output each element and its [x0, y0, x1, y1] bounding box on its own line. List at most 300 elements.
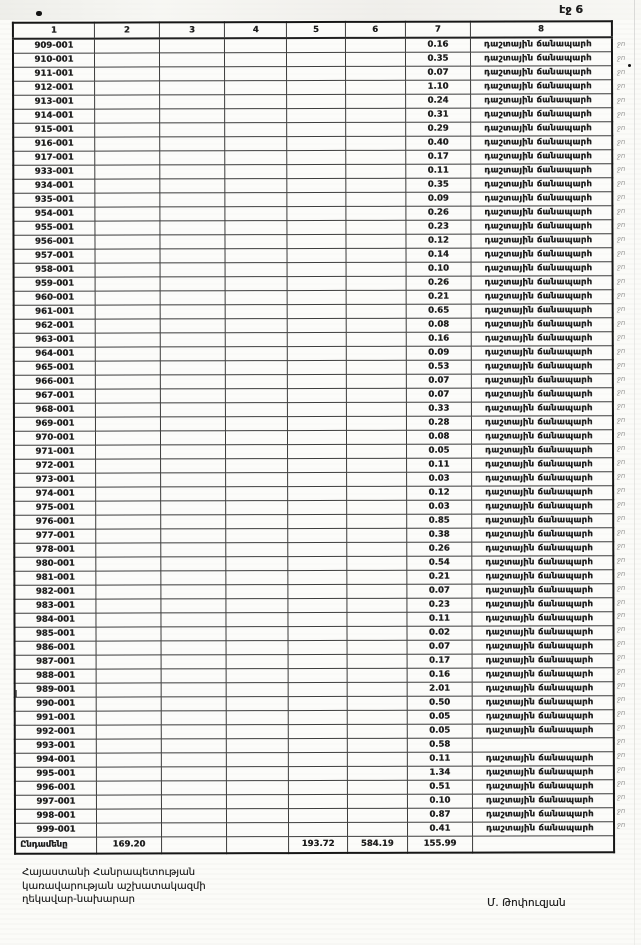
total-row [15, 835, 614, 853]
empty-cell [288, 654, 346, 668]
value-cell: 0.05 [407, 724, 472, 738]
table-row [14, 429, 613, 445]
code-cell: 962-001 [14, 319, 95, 333]
empty-cell [345, 220, 405, 234]
empty-cell [289, 724, 347, 738]
empty-cell [161, 822, 226, 836]
desc-cell: դաշտային ճանապարհ [471, 345, 613, 359]
table-row [15, 737, 614, 753]
empty-cell [287, 262, 345, 276]
empty-cell [95, 262, 160, 276]
empty-cell [225, 290, 287, 304]
table-row [13, 149, 612, 165]
empty-cell [345, 94, 405, 108]
code-cell: 989-001 [15, 683, 96, 697]
empty-cell [289, 752, 347, 766]
edge-mark: ջո [617, 667, 626, 676]
column-header-6: 6 [345, 22, 405, 38]
empty-cell [95, 472, 160, 486]
empty-cell [345, 206, 405, 220]
code-cell: 961-001 [14, 305, 95, 319]
empty-cell [288, 584, 346, 598]
footer-org-line: Հայաստանի Հանրապետության [22, 867, 196, 878]
value-cell: 0.14 [406, 248, 471, 262]
empty-cell [161, 528, 226, 542]
empty-cell [225, 206, 287, 220]
empty-cell [287, 220, 345, 234]
empty-cell [95, 346, 160, 360]
empty-cell [346, 234, 406, 248]
desc-cell: դաշտային ճանապարհ [472, 569, 614, 583]
total-value-col2: 169.20 [96, 836, 161, 853]
empty-cell [347, 808, 407, 822]
edge-mark: ջո [617, 820, 626, 829]
empty-cell [226, 640, 288, 654]
code-cell: 912-001 [13, 81, 94, 95]
empty-cell [345, 136, 405, 150]
edge-mark: ջո [617, 764, 626, 773]
column-header-5: 5 [287, 22, 345, 38]
empty-cell [96, 542, 161, 556]
empty-cell [161, 612, 226, 626]
edge-mark: ջո [617, 416, 626, 425]
empty-cell [346, 304, 406, 318]
edge-mark: ջո [617, 458, 626, 467]
code-cell: 964-001 [14, 347, 95, 361]
table-row [15, 681, 614, 697]
code-cell: 956-001 [13, 235, 94, 249]
empty-cell [226, 458, 288, 472]
empty-cell [288, 388, 346, 402]
code-cell: 971-001 [14, 445, 95, 459]
value-cell: 0.26 [406, 276, 471, 290]
empty-cell [345, 108, 405, 122]
empty-cell [226, 444, 288, 458]
desc-cell: դաշտային ճանապարհ [471, 401, 613, 415]
edge-mark: ջո [617, 318, 626, 327]
empty-cell [94, 52, 159, 66]
desc-cell: դաշտային ճանապարհ [472, 821, 614, 835]
empty-cell [346, 290, 406, 304]
desc-cell: դաշտային ճանապարհ [472, 555, 614, 569]
code-cell: 957-001 [14, 249, 95, 263]
value-cell: 0.51 [407, 780, 472, 794]
code-cell: 977-001 [14, 529, 95, 543]
empty-cell [226, 402, 288, 416]
table-row [14, 527, 613, 543]
value-cell: 0.53 [406, 360, 471, 374]
code-cell: 988-001 [15, 669, 96, 683]
empty-cell [345, 192, 405, 206]
code-cell: 975-001 [14, 501, 95, 515]
empty-cell [347, 668, 407, 682]
empty-cell [287, 290, 345, 304]
empty-cell [288, 640, 346, 654]
empty-cell [226, 430, 288, 444]
empty-cell [161, 514, 226, 528]
desc-cell: դաշտային ճանապարհ [472, 611, 614, 625]
empty-cell [288, 668, 346, 682]
empty-cell [96, 682, 161, 696]
code-cell: 972-001 [14, 459, 95, 473]
desc-cell: դաշտային ճանապարհ [471, 359, 613, 373]
empty-cell [95, 500, 160, 514]
empty-cell [96, 668, 161, 682]
code-cell: 994-001 [15, 753, 96, 767]
empty-cell [159, 38, 224, 52]
value-cell: 0.07 [405, 66, 470, 80]
empty-cell [225, 220, 287, 234]
table-row [15, 765, 614, 781]
table-row [14, 373, 613, 389]
empty-cell [346, 276, 406, 290]
empty-cell [160, 304, 225, 318]
desc-cell: դաշտային ճանապարհ [472, 751, 614, 765]
footer-org-block [22, 866, 206, 907]
empty-cell [289, 710, 347, 724]
page-number: էջ 6 [559, 3, 583, 16]
edge-mark: ջո [617, 583, 626, 592]
code-cell: 963-001 [14, 333, 95, 347]
empty-cell [160, 192, 225, 206]
empty-cell [161, 808, 226, 822]
empty-cell [225, 234, 287, 248]
empty-cell [226, 654, 288, 668]
empty-cell [95, 220, 160, 234]
edge-mark: ջո [617, 95, 626, 104]
empty-cell [289, 780, 347, 794]
column-header-4: 4 [225, 22, 287, 38]
value-cell: 0.16 [407, 668, 472, 682]
edge-mark: ջո [617, 179, 626, 188]
desc-cell: դաշտային ճանապարհ [470, 51, 612, 65]
desc-cell: դաշտային ճանապարհ [472, 681, 614, 695]
value-cell: 0.65 [406, 304, 471, 318]
value-cell: 0.02 [407, 626, 472, 640]
empty-cell [161, 626, 226, 640]
code-cell: 987-001 [15, 655, 96, 669]
empty-cell [161, 738, 226, 752]
total-value-col7: 155.99 [407, 836, 472, 853]
empty-cell [288, 598, 346, 612]
empty-cell [225, 94, 287, 108]
desc-cell: դաշտային ճանապարհ [471, 135, 613, 149]
code-cell: 934-001 [13, 179, 94, 193]
empty-cell [160, 262, 225, 276]
empty-cell [160, 374, 225, 388]
empty-cell [95, 332, 160, 346]
value-cell: 0.16 [405, 38, 470, 52]
empty-cell [95, 276, 160, 290]
edge-mark: ջո [617, 611, 626, 620]
table-row [15, 653, 614, 669]
code-cell: 955-001 [13, 221, 94, 235]
desc-cell: դաշտային ճանապարհ [472, 667, 614, 681]
empty-cell [160, 346, 225, 360]
empty-cell [160, 416, 225, 430]
table-row [14, 303, 613, 319]
empty-cell [346, 570, 406, 584]
empty-cell [161, 486, 226, 500]
empty-cell [347, 640, 407, 654]
empty-cell [287, 108, 345, 122]
empty-cell [96, 528, 161, 542]
code-cell: 981-001 [14, 571, 95, 585]
empty-cell [225, 276, 287, 290]
empty-cell [160, 136, 225, 150]
desc-cell: դաշտային ճանապարհ [471, 387, 613, 401]
edge-mark: ջո [617, 499, 626, 508]
empty-cell [161, 696, 226, 710]
empty-cell [226, 696, 288, 710]
table-row [14, 555, 613, 571]
empty-cell [287, 276, 345, 290]
code-cell: 910-001 [13, 53, 94, 67]
empty-cell [225, 262, 287, 276]
empty-cell [288, 542, 346, 556]
value-cell: 0.33 [406, 402, 471, 416]
code-cell: 991-001 [15, 711, 96, 725]
empty-cell [161, 640, 226, 654]
table-row [15, 723, 614, 739]
table-row [14, 625, 613, 641]
empty-cell [96, 584, 161, 598]
empty-cell [287, 234, 345, 248]
empty-cell [288, 528, 346, 542]
empty-cell [289, 808, 347, 822]
empty-cell [288, 570, 346, 584]
empty-cell [225, 248, 287, 262]
code-cell: 935-001 [13, 193, 94, 207]
edge-mark: ջո [617, 472, 626, 481]
edge-mark: ջո [617, 193, 626, 202]
empty-cell [95, 150, 160, 164]
empty-cell [161, 654, 226, 668]
value-cell: 0.26 [407, 542, 472, 556]
empty-cell [96, 808, 161, 822]
empty-cell [162, 836, 227, 853]
empty-cell [345, 178, 405, 192]
empty-cell [95, 402, 160, 416]
table-row [13, 107, 612, 123]
empty-cell [96, 626, 161, 640]
empty-cell [96, 766, 161, 780]
empty-cell [288, 486, 346, 500]
empty-cell [226, 570, 288, 584]
edge-mark: ջո [617, 444, 626, 453]
edge-mark: ջո [617, 750, 626, 759]
value-cell: 0.26 [406, 206, 471, 220]
value-cell: 0.05 [407, 710, 472, 724]
empty-cell [225, 318, 287, 332]
table-row [15, 793, 614, 809]
empty-cell [161, 472, 226, 486]
empty-cell [160, 206, 225, 220]
desc-cell: դաշտային ճանապարհ [471, 275, 613, 289]
empty-cell [96, 822, 161, 836]
empty-cell [226, 500, 288, 514]
empty-cell [227, 808, 289, 822]
code-cell: 959-001 [14, 277, 95, 291]
empty-cell [226, 612, 288, 626]
edge-mark: ջո [617, 263, 626, 271]
code-cell: 974-001 [14, 487, 95, 501]
empty-cell [346, 556, 406, 570]
total-value-col6: 584.19 [347, 836, 407, 853]
empty-cell [161, 668, 226, 682]
value-cell: 0.05 [406, 444, 471, 458]
empty-cell [96, 710, 161, 724]
empty-cell [96, 640, 161, 654]
empty-cell [289, 682, 347, 696]
desc-cell: դաշտային ճանապարհ [472, 513, 614, 527]
empty-cell [160, 122, 225, 136]
code-cell: 966-001 [14, 375, 95, 389]
empty-cell [95, 318, 160, 332]
table-row [13, 205, 612, 221]
empty-cell [161, 570, 226, 584]
empty-cell [161, 500, 226, 514]
edge-mark: ջո [617, 40, 626, 48]
empty-cell [96, 612, 161, 626]
value-cell: 0.41 [407, 822, 472, 836]
empty-cell [225, 52, 287, 66]
empty-cell [94, 66, 159, 80]
code-cell: 976-001 [14, 515, 95, 529]
empty-cell [346, 416, 406, 430]
edge-mark: ջո [617, 430, 626, 439]
desc-cell: դաշտային ճանապարհ [471, 177, 613, 191]
table-row [15, 751, 614, 767]
code-cell: 983-001 [14, 599, 95, 613]
empty-cell [346, 332, 406, 346]
scan-artifact [15, 690, 17, 697]
desc-cell: դաշտային ճանապարհ [472, 625, 614, 639]
table-row [14, 569, 613, 585]
code-cell: 984-001 [14, 613, 95, 627]
desc-cell: դաշտային ճանապարհ [471, 219, 613, 233]
empty-cell [287, 136, 345, 150]
empty-cell [347, 738, 407, 752]
empty-cell [346, 262, 406, 276]
empty-cell [346, 528, 406, 542]
empty-cell [225, 108, 287, 122]
empty-cell [161, 682, 226, 696]
table-row [13, 121, 612, 137]
code-cell: 998-001 [15, 809, 96, 823]
desc-cell: դաշտային ճանապարհ [472, 709, 614, 723]
table-row [14, 387, 613, 403]
table-row [14, 275, 613, 291]
table-row [14, 401, 613, 417]
empty-cell [345, 52, 405, 66]
empty-cell [226, 416, 288, 430]
empty-cell [227, 766, 289, 780]
column-header-3: 3 [159, 22, 224, 38]
empty-cell [95, 486, 160, 500]
edge-mark: ջո [617, 346, 626, 355]
empty-cell [160, 248, 225, 262]
table-row [14, 359, 613, 375]
empty-cell [347, 794, 407, 808]
table-row [15, 667, 614, 683]
value-cell: 0.54 [407, 556, 472, 570]
empty-cell [345, 150, 405, 164]
empty-cell [226, 710, 288, 724]
table-row [13, 37, 612, 53]
value-cell: 0.17 [405, 150, 470, 164]
desc-cell: դաշտային ճանապարհ [472, 485, 614, 499]
empty-cell [346, 318, 406, 332]
empty-cell [346, 444, 406, 458]
table-row [13, 177, 612, 193]
empty-cell [95, 514, 160, 528]
table-row [14, 457, 613, 473]
empty-cell [288, 514, 346, 528]
empty-cell [226, 668, 288, 682]
empty-cell [347, 766, 407, 780]
empty-cell [289, 794, 347, 808]
code-cell: 985-001 [14, 627, 95, 641]
desc-cell: դաշտային ճանապարհ [471, 373, 613, 387]
table-row [13, 79, 612, 95]
desc-cell: դաշտային ճանապարհ [471, 107, 613, 121]
empty-cell [345, 66, 405, 80]
desc-cell: դաշտային ճանապարհ [472, 765, 614, 779]
empty-cell [94, 38, 159, 52]
empty-cell [95, 164, 160, 178]
code-cell: 915-001 [13, 123, 94, 137]
empty-cell [347, 752, 407, 766]
table-row [14, 513, 613, 529]
empty-cell [226, 472, 288, 486]
desc-cell: դաշտային ճանապարհ [472, 695, 614, 709]
empty-cell [288, 430, 346, 444]
desc-cell: դաշտային ճանապարհ [471, 247, 613, 261]
empty-cell [225, 136, 287, 150]
value-cell: 2.01 [407, 682, 472, 696]
edge-mark: ջո [617, 555, 626, 564]
empty-cell [347, 682, 407, 696]
edge-mark: ջո [617, 792, 626, 801]
code-cell: 917-001 [13, 151, 94, 165]
code-cell: 993-001 [15, 739, 96, 753]
table-row [15, 807, 614, 823]
code-cell: 954-001 [13, 207, 94, 221]
edge-mark: ջո [617, 109, 626, 118]
value-cell: 0.38 [406, 528, 471, 542]
value-cell: 0.58 [407, 738, 472, 752]
value-cell: 1.10 [405, 80, 470, 94]
empty-cell [96, 696, 161, 710]
empty-cell [347, 822, 407, 836]
value-cell: 0.23 [406, 220, 471, 234]
edge-mark: ջո [617, 221, 626, 230]
code-cell: 911-001 [13, 67, 94, 81]
desc-cell: դաշտային ճանապարհ [471, 261, 613, 275]
table-row [14, 317, 613, 333]
desc-cell: դաշտային ճանապարհ [472, 457, 614, 471]
empty-cell [289, 766, 347, 780]
edge-mark: ջո [617, 402, 626, 411]
desc-cell: դաշտային ճանապարհ [472, 807, 614, 821]
value-cell: 1.34 [407, 766, 472, 780]
empty-cell [161, 542, 226, 556]
empty-cell [161, 724, 226, 738]
empty-cell [160, 430, 225, 444]
table-row [13, 51, 612, 67]
total-value-col5: 193.72 [289, 836, 347, 853]
